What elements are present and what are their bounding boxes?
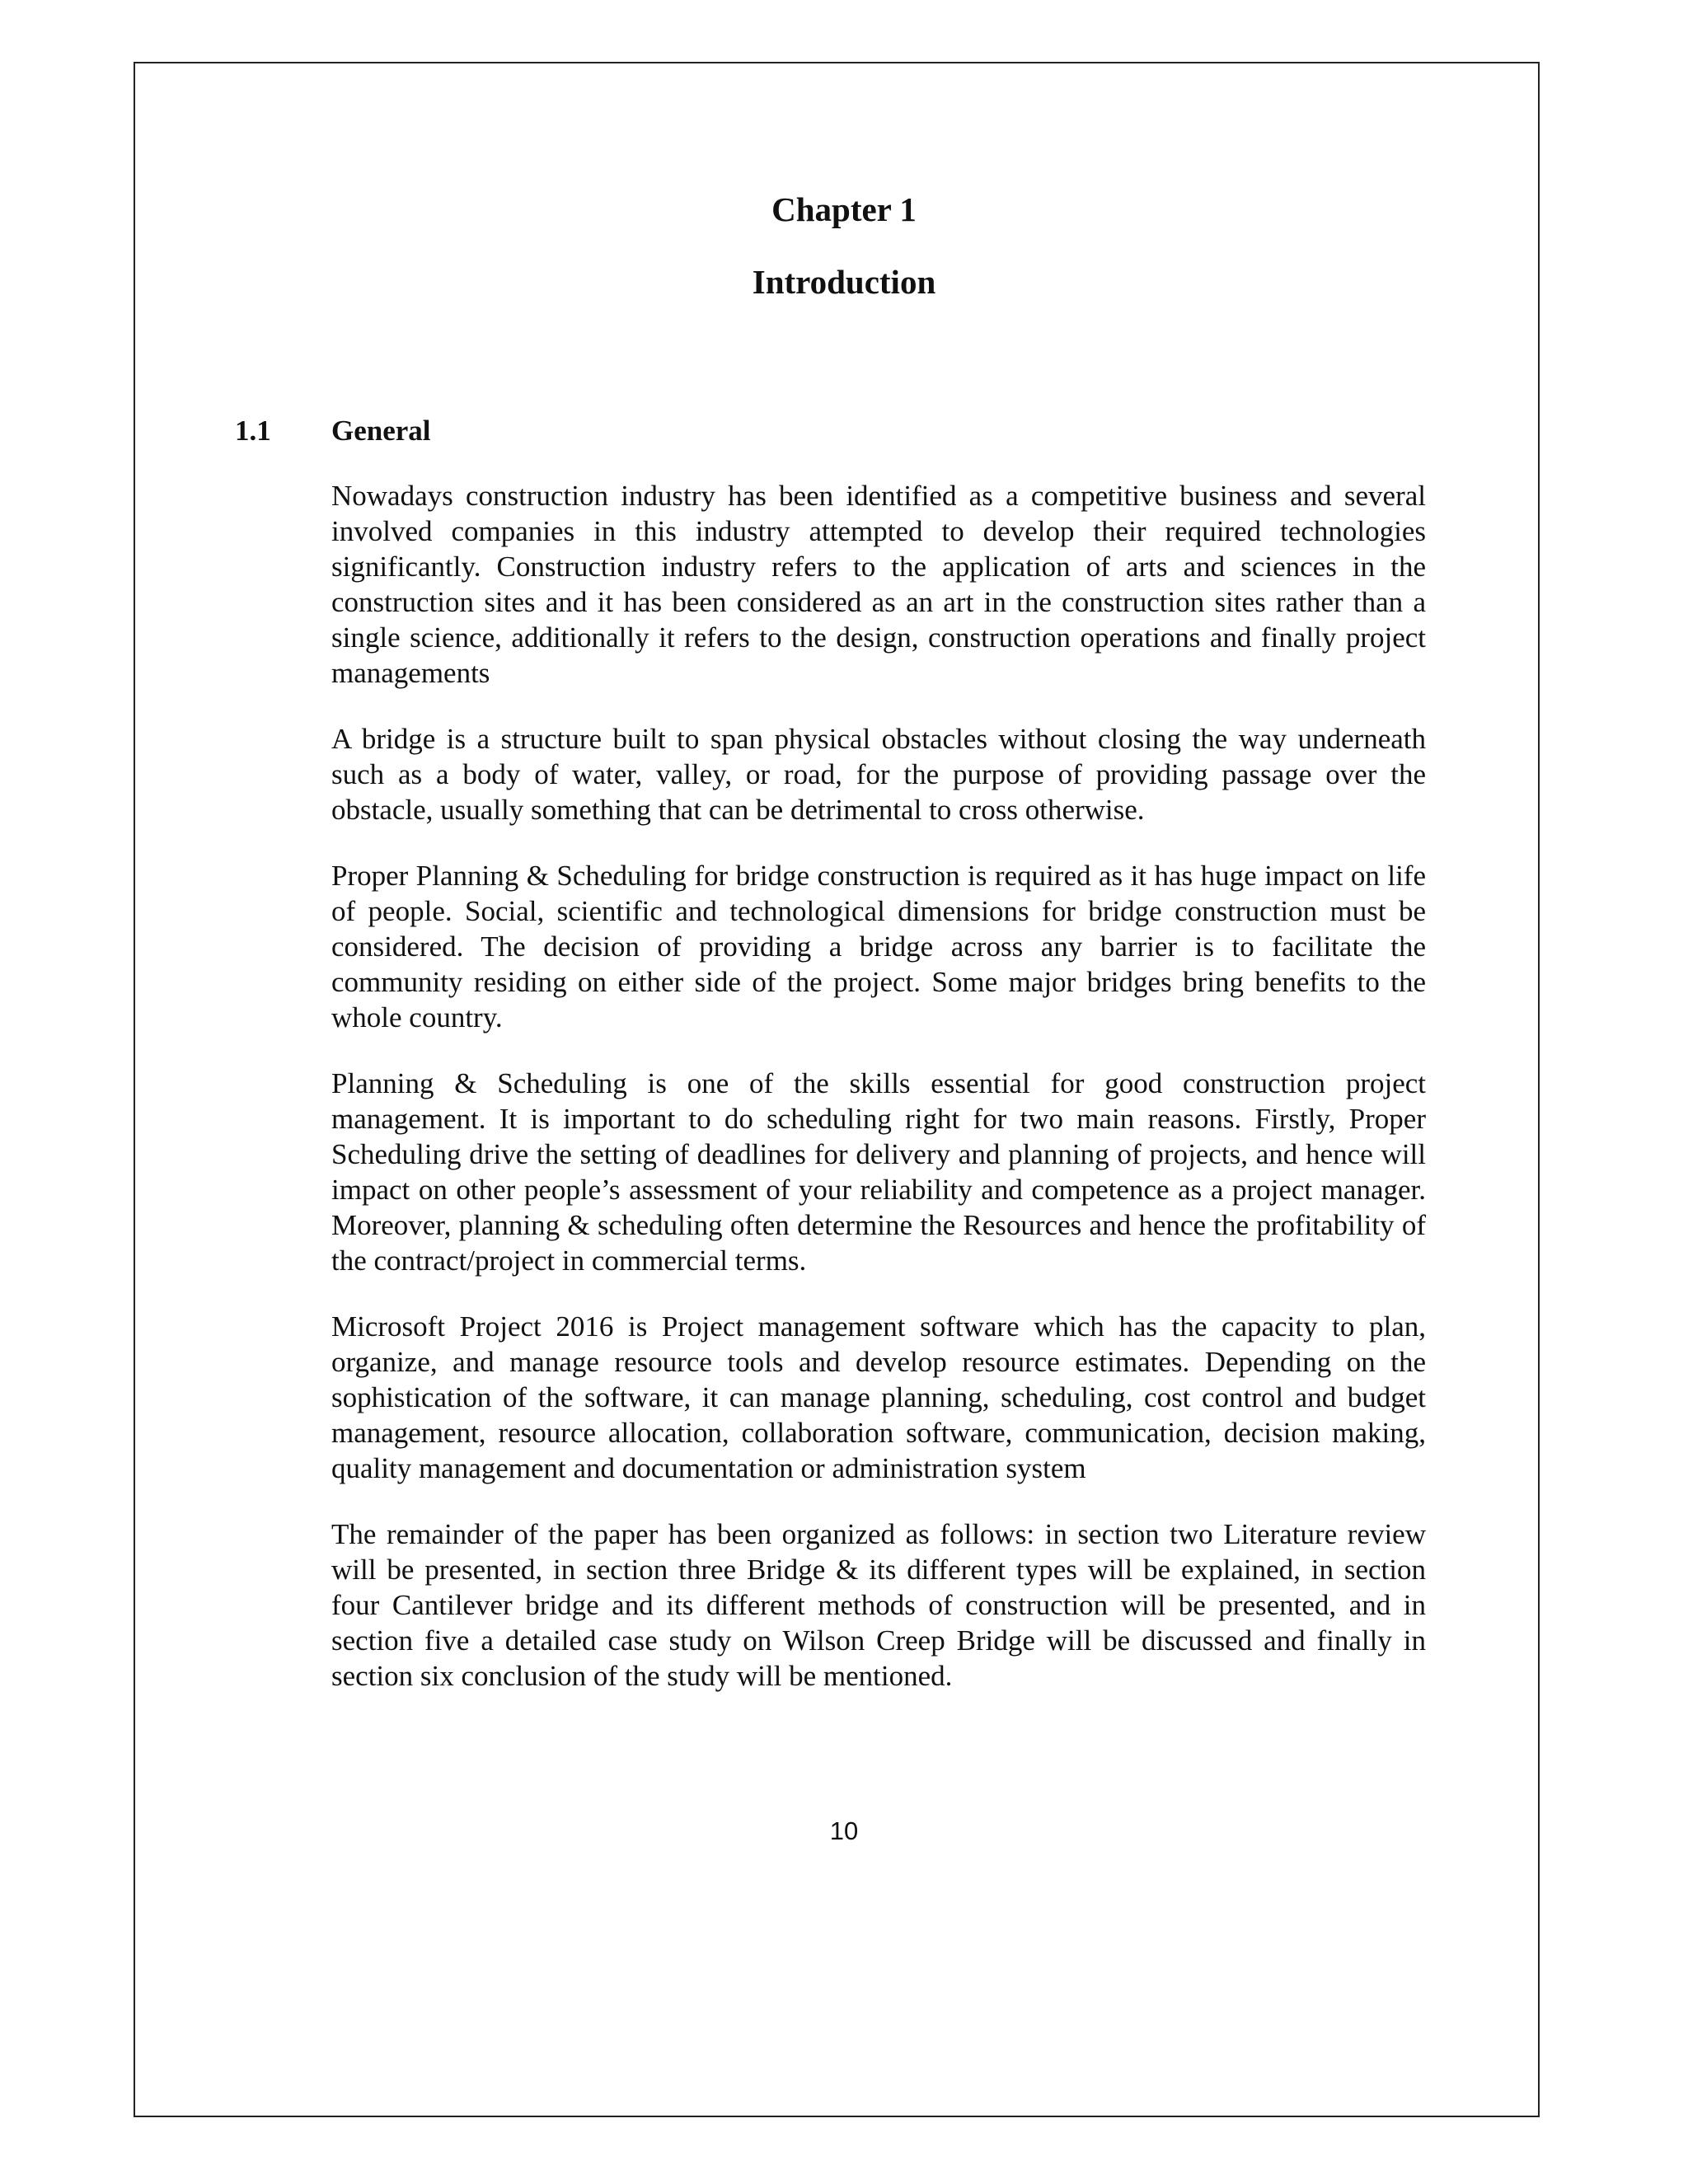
paragraph: The remainder of the paper has been organized as follows: in section two Literature review will be presented, in section three Bridge & its different types will be explained, in section four Cantilever bridge and its different methods of construction will be presented, and in section five a detailed case study on Wilson Creep Bridge will be discussed and finally in section six conclusion of the study will be mentioned. bbox=[331, 1518, 1426, 1692]
chapter-title: Introduction bbox=[752, 263, 936, 301]
paragraph: Proper Planning & Scheduling for bridge construction is required as it has huge impact on life of people. Social, scientific and technological dimensions for bridge construction must be considered. The decision of providing a bridge across any barrier is to facilitate the community residing on either side of the project. Some major bridges bring benefits to the whole country. bbox=[331, 860, 1426, 1033]
paragraph: Nowadays construction industry has been identified as a competitive business and several involved companies in this industry attempted to develop their required technologies significantly. Construction industry refers to the application of arts and sciences in the construction sites and it has been considered as an art in the construction sites rather than a single science, additionally it refers to the design, construction operations and finally project managements bbox=[331, 480, 1426, 689]
section-number: 1.1 bbox=[235, 415, 271, 447]
section-title: General bbox=[331, 415, 431, 447]
chapter-number: Chapter 1 bbox=[771, 190, 917, 228]
body-text bbox=[331, 478, 1426, 1724]
paragraph: Microsoft Project 2016 is Project management software which has the capacity to plan, organize, and manage resource tools and develop resource estimates. Depending on the sophistication of the software, it can manage planning, scheduling, cost control and budget management, resource allocation, collaboration software, communication, decision making, quality management and documentation or administration system bbox=[331, 1310, 1426, 1484]
page-number: 10 bbox=[829, 1816, 859, 1845]
paragraph: A bridge is a structure built to span physical obstacles without closing the way underneath such as a body of water, valley, or road, for the purpose of providing passage over the obstacle, usually something that can be detrimental to cross otherwise. bbox=[331, 723, 1426, 826]
paragraph: Planning & Scheduling is one of the skills essential for good construction project management. It is important to do scheduling right for two main reasons. Firstly, Proper Scheduling drive the setting of deadlines for delivery and planning of projects, and hence will impact on other people’s assessment of your reliability and competence as a project manager. Moreover, planning & scheduling often determine the Resources and hence the profitability of the contract/project in commercial terms. bbox=[331, 1067, 1426, 1277]
